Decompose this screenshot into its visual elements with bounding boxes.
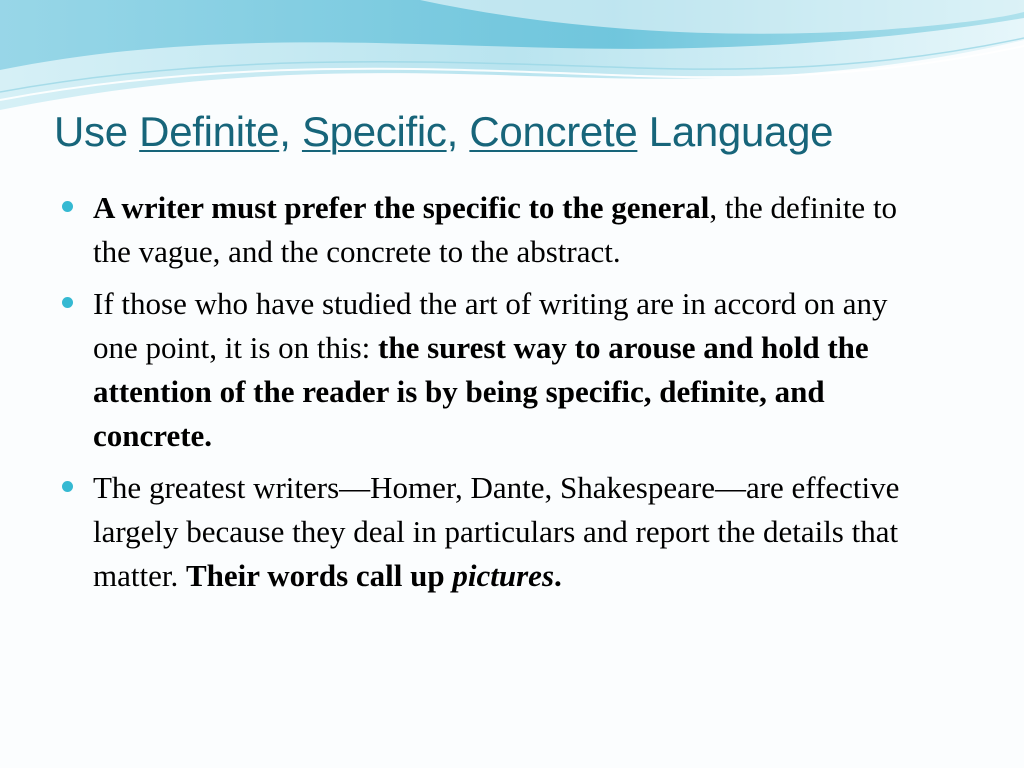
- title-word-definite: Definite: [139, 108, 280, 155]
- title-word-specific: Specific: [301, 108, 447, 155]
- bullet-normal-text: The greatest writers—Homer, Dante, Shakespeare—are effective largely because they deal in particulars and report the details that matter.: [93, 470, 900, 593]
- bullet-bold-text: A writer must prefer the specific to the general: [93, 190, 710, 225]
- bullet-bold-text: the surest way to arouse and hold the attention of the reader is by being specific, definite, and concrete.: [93, 330, 869, 453]
- bullet-normal-text: If those who have studied the art of writing are in accord on any one point, it is on this:: [93, 286, 888, 365]
- bullet-bold-italic-text: pictures: [452, 558, 555, 593]
- bullet-text: [93, 190, 897, 269]
- title-prefix: Use: [54, 108, 140, 155]
- title-separator: ,: [446, 108, 470, 155]
- bullet-item: [58, 186, 938, 274]
- title-word-concrete: Concrete: [469, 108, 638, 155]
- bullet-normal-text: , the definite to the vague, and the concrete to the abstract.: [93, 190, 898, 269]
- bullet-item: [58, 466, 938, 598]
- bullet-bold-text: Their words call up: [185, 558, 453, 593]
- bullet-item: [58, 282, 938, 458]
- slide-title: [54, 104, 833, 160]
- bullet-dot-icon: [62, 481, 73, 492]
- bullet-dot-icon: [62, 297, 73, 308]
- bullet-dot-icon: [62, 201, 73, 212]
- bullet-list: [58, 186, 938, 606]
- title-suffix: Language: [637, 108, 834, 155]
- header-wave-decoration: [0, 0, 1024, 120]
- title-separator: ,: [279, 108, 302, 155]
- bullet-text: [93, 470, 899, 593]
- bullet-bold-end-text: .: [554, 558, 562, 593]
- bullet-text: [93, 286, 888, 453]
